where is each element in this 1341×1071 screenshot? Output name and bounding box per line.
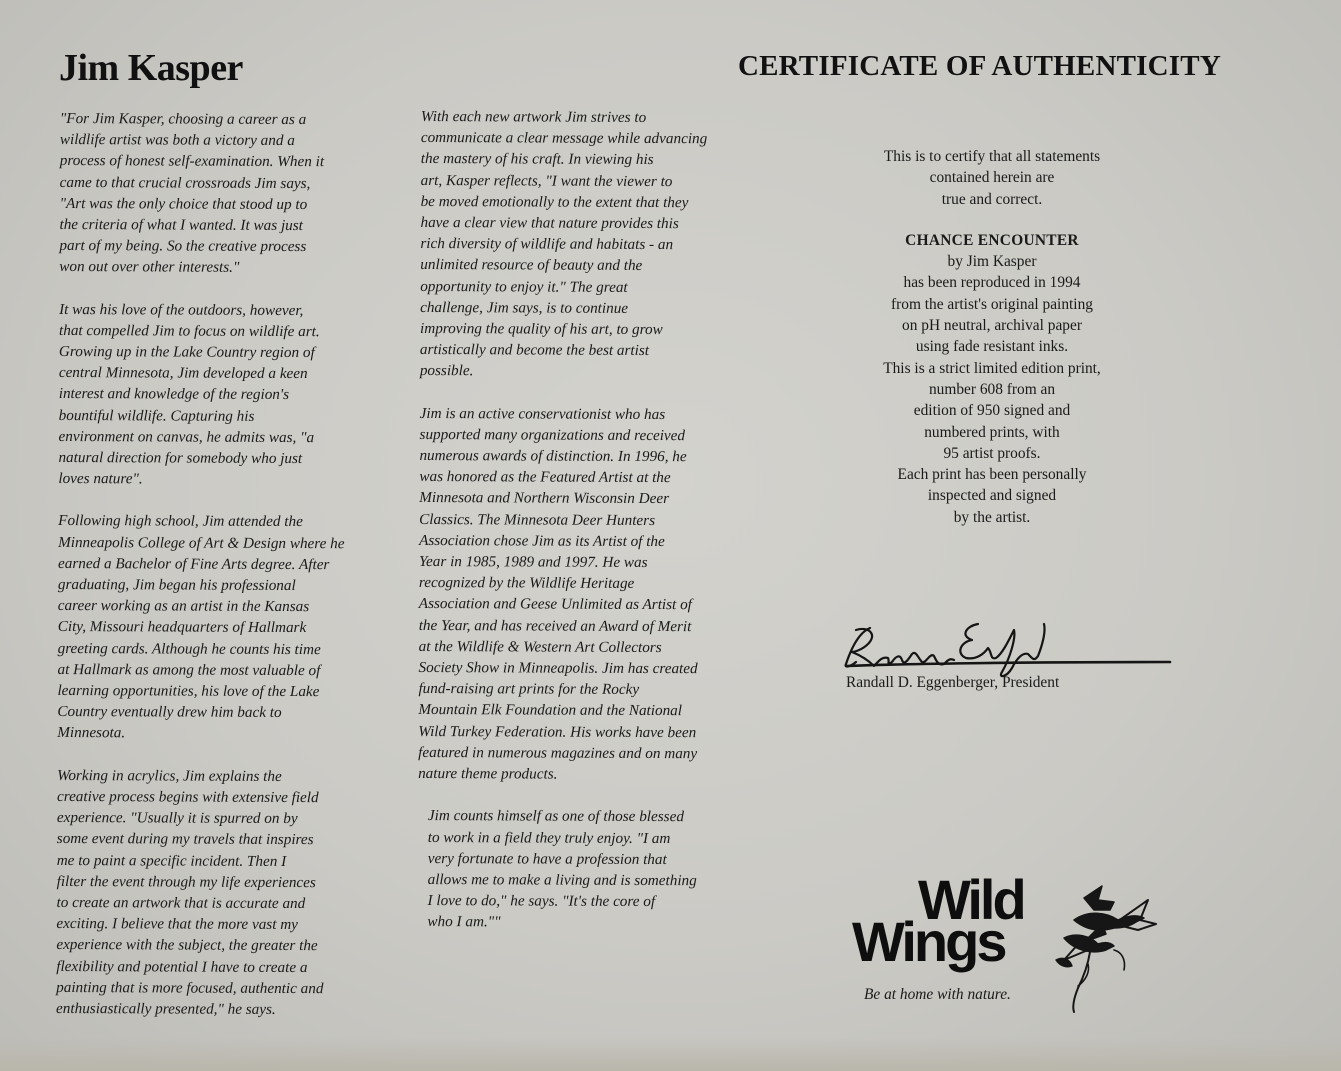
logo-word-wings: Wings <box>852 910 1005 973</box>
artist-name: Jim Kasper <box>59 47 243 89</box>
logo-word-wild: Wild <box>918 868 1024 931</box>
bio-paragraph: Following high school, Jim attended the Minneapolis College of Art & Design where he earned a Bachelor of Fine Arts degree. After graduating, Jim began his professional career working as an artist in the Kansas City, Missouri headquarters of Hallmark greeting cards. Although he counts his time at Hallmark as among the most valuable of learning opportunities, his love of the Lake Country eventually drew him back to Minnesota. <box>57 512 345 742</box>
bio-paragraph: Jim is an active conservationist who has supported many organizations and received numerous awards of distinction. In 1996, he was honored as the Featured Artist at the Minnesota and Northern Wisconsin Deer Classics. The Minnesota Deer Hunters Association chose Jim as its Artist of the Year in 1985, 1989 and 1997. He was recognized by the Wildlife Heritage Association and Geese Unlimited as Artist of the Year, and has received an Award of Merit at the Wildlife & Western Art Collectors Society Show in Minneapolis. Jim has created fund-raising art prints for the Rocky Mountain Elk Foundation and the National Wild Turkey Federation. His works have been featured in numerous magazines and on many nature theme products. <box>418 404 698 783</box>
bio-paragraph: With each new artwork Jim strives to communicate a clear message while advancing the mastery of his craft. In viewing his art, Kasper reflects, "I want the viewer to be moved emotionally to the extent that they have a clear view that nature provides this rich diversity of wildlife and habitats - an unlimited resource of beauty and the opportunity to enjoy it." The great challenge, Jim says, is to continue improving the quality of his art, to grow artistically and become the best artist possible. <box>419 107 708 380</box>
flying-ducks-icon <box>1044 880 1162 1014</box>
logo-tagline: Be at home with nature. <box>864 986 1011 1003</box>
print-edition-details: by Jim Kasper has been reproduced in 1994 from the artist's original painting on pH neutral, archival paper using fade resistant inks. This is a strict limited edition print, number 608 from an edition of 950 signed and numbered prints, with 95 artist proofs. Each print has been personally inspected and signed by the artist. <box>883 253 1101 526</box>
wild-wings-logo <box>848 868 1168 1018</box>
bio-paragraph: Jim counts himself as one of those blessed to work in a field they truly enjoy. "I am very fortunate to have a profession that allows me to make a living and is something I love to do," he says. "It's the core of who I am."" <box>427 807 697 931</box>
biography-column-1 <box>56 108 395 1042</box>
certificate-title: CERTIFICATE OF AUTHENTICITY <box>738 50 1221 82</box>
bio-paragraph: Working in acrylics, Jim explains the creative process begins with extensive field experience. "Usually it is spurred on by some event during my travels that inspires me to paint a specific incident. Then I filter the event through my life experiences to create an artwork that is accurate and exciting. I believe that the more vast my experience with the subject, the greater the flexibility and potential I have to create a painting that is more focused, authentic and enthusiastically presented," he says. <box>56 766 324 1018</box>
bio-paragraph: "For Jim Kasper, choosing a career as a wildlife artist was both a victory and a process of honest self-examination. When it came to that crucial crossroads Jim says, "Art was the only choice that stood up to the criteria of what I wanted. It was just part of my being. So the creative process won out over other interests." <box>59 109 325 277</box>
print-title: CHANCE ENCOUNTER <box>905 231 1079 249</box>
bio-paragraph: It was his love of the outdoors, however, that compelled Jim to focus on wildlife art. Growing up in the Lake Country region of central Minnesota, Jim developed a keen interest and knowledge of the region's bountiful wildlife. Capturing his environment on canvas, he admits was, "a natural direction for somebody who just loves nature". <box>58 300 320 488</box>
signer-name: Randall D. Eggenberger, President <box>846 674 1060 691</box>
certification-statement: This is to certify that all statements contained herein are true and correct. <box>883 148 1101 208</box>
certificate-statement-block <box>858 146 1126 528</box>
handwritten-signature <box>838 612 1178 682</box>
biography-column-2 <box>417 106 756 955</box>
